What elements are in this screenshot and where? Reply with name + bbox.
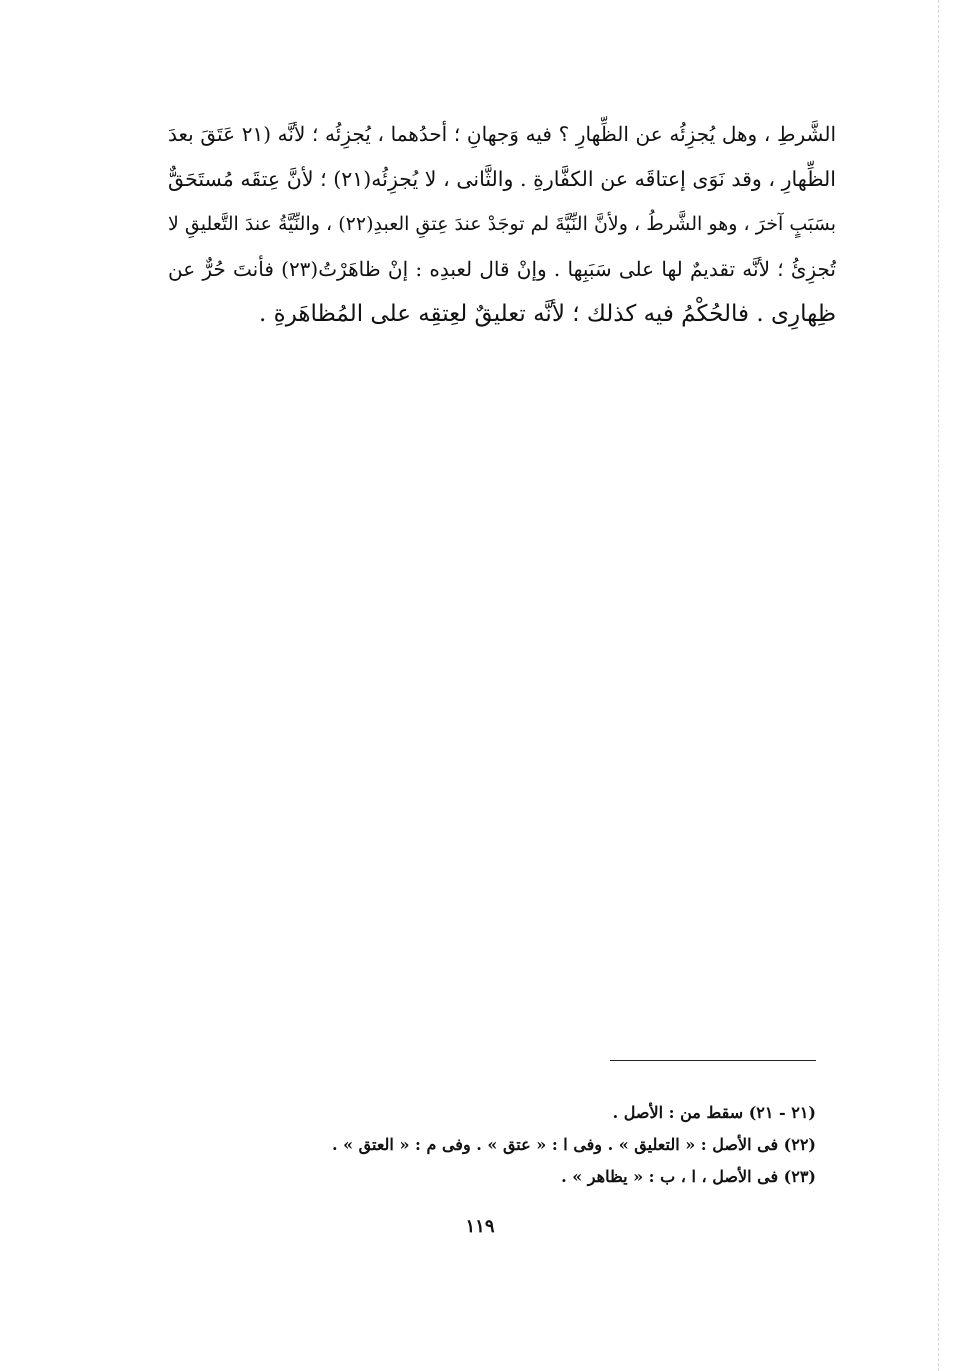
page-number: ١١٩ bbox=[465, 1216, 495, 1237]
text-line: تُجزِئُ ؛ لأنَّه تقديمٌ لها على سَبَبِها . وإنْ قال لعبدِه : إنْ ظاهَرْتُ(٢٣) فأنتَ حُرٌّ عن bbox=[168, 257, 836, 281]
footnotes bbox=[300, 1097, 816, 1193]
text-line: الشَّرطِ ، وهل يُجزِئُه عن الظِّهارِ ؟ فيه وَجهانِ ؛ أحدُهما ، يُجزِئُه ؛ لأنَّه (٢١ عَتَقَ بعدَ bbox=[168, 122, 836, 146]
footnote-divider bbox=[610, 1060, 816, 1061]
text-line: ظِهارِى . فالحُكْمُ فيه كذلك ؛ لأنَّه تعليقٌ لعِتقِه على المُظاهَرةِ . bbox=[259, 301, 836, 327]
text-line: الظِّهارِ ، وقد نَوَى إعتاقَه عن الكفَّارةِ . والثَّانى ، لا يُجزِئُه(٢١) ؛ لأنَّ عِتقَه مُستَحَقٌّ bbox=[168, 167, 836, 191]
footnote: (٢٣) فى الأصل ، ا ، ب : « يظاهر » . bbox=[561, 1167, 816, 1186]
footnote: (٢٢) فى الأصل : « التعليق » . وفى ا : « عتق » . وفى م : « العتق » . bbox=[331, 1135, 816, 1154]
text-line: بسَبَبٍ آخرَ ، وهو الشَّرطُ ، ولأنَّ النِّيَّةَ لم توجَدْ عندَ عِتقِ العبدِ(٢٢) ، والنِّيَّةُ عندَ التَّعليقِ لا bbox=[168, 213, 836, 235]
footnote: (٢١ - ٢١) سقط من : الأصل . bbox=[612, 1103, 816, 1122]
scan-edge-line bbox=[938, 0, 939, 1371]
main-text bbox=[168, 112, 836, 337]
